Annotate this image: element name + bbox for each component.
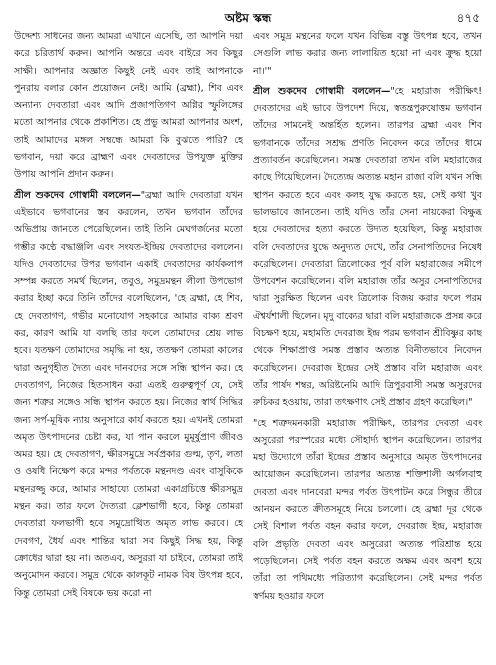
page-header	[14, 8, 482, 28]
paragraph-text: উদ্দেশ্য সাধনের জন্য আমরা এখানে এসেছি, তা আপনি দয়া করে চরিতার্থ করুন। আপনি অন্তরে এবং বাইরে সব কিছুর সাক্ষী। আপনার অজ্ঞাত কিছুই নেই এবং তাই আপনাকে পুনরায় বলার কোন প্রয়োজন নেই। আমি (ব্রহ্মা), শিব এবং অন্যান্য দেবতারা এবং আদি প্রজাপতিগণ অগ্নির স্ফুলিঙ্গের মতো আপনার থেকে প্রকাশিত। হে প্রভু আমরা আপনার অংশ, তাই আমাদের মঙ্গল সম্বন্ধে আমরা কি বুঝতে পারি? হে ভগবান, দয়া করে ব্রাহ্মণ এবং দেবতাদের উপযুক্ত মুক্তির উপায় আপনি প্রদান করুন।	[14, 31, 243, 181]
page-number: ৪৭৫	[456, 11, 480, 25]
speaker-attribution: শ্রীল শুকদেব গোস্বামী বললেন—	[253, 85, 391, 97]
paragraph	[14, 28, 243, 184]
paragraph	[253, 83, 482, 412]
paragraph-text: এবং সমুদ্র মন্থনের ফলে যখন বিভিন্ন বস্তু উৎপন্ন হবে, তখন সেগুলি লাভ করার জন্য লালায়িত হয়ো না এবং ক্রুদ্ধ হয়ো না।'"	[253, 31, 482, 77]
paragraph	[14, 187, 243, 602]
left-column	[14, 28, 243, 663]
text-columns	[14, 28, 482, 663]
right-column	[253, 28, 482, 663]
speaker-attribution: শ্রীল শুকদেব গোস্বামী বললেন—	[14, 189, 141, 201]
paragraph-text: "হে শত্রুদমনকারী মহারাজ পরীক্ষিৎ, তারপর দেবতা এবং অসুরেরা পরস্পরের মধ্যে সৌহার্দ্য স্থাপন করেছিলেন। তারপর মহা উদ্যোগে তাঁরা ইন্দ্রের প্রস্তাব অনুসারে অমৃত উৎপাদনের আয়োজন করেছিলেন। তারপর অত্যন্ত শক্তিশালী অর্গলবাহু দেবতা এবং দানবেরা মন্দর পর্বত উৎপাটন করে সিন্ধুর তীরে আনয়ন করতে ক্রীতসমূহে নিয়ে চললো। হে ব্রহ্মা দূর থেকে সেই বিশাল পর্বত বহন করার ফলে, দেবরাজ ইন্দ্র, মহারাজ বলি প্রভৃতি দেবতা এবং অসুরেরা অত্যন্ত পরিশ্রান্ত হয়ে পড়েছিলেন। সেই পর্বত বহন করতে অক্ষম এবং অবশ হয়ে তাঁরা তা পথিমধ্যে পরিত্যাগ করেছিলেন। সেই মন্দর পর্বত স্বর্ণময় হওয়ার ফলে	[253, 417, 482, 602]
chapter-title: অষ্টম স্কন্ধ	[224, 11, 272, 25]
paragraph-text: "হে মহারাজ পরীক্ষিৎ! দেবতাদের এই ভাবে উপদেশ দিয়ে, স্বতন্ত্রপুরুষোত্তম ভগবান তাঁদের সামনেই অন্তর্হিত হলেন। তারপর ব্রহ্মা এবং শিব ভগবানকে তাঁদের সশ্রদ্ধ প্রণতি নিবেদন করে তাঁদের ধামে প্রত্যাবর্তন করেছিলেন। সমস্ত দেবতারা তখন বলি মহারাজের কাছে গিয়েছিলেন। দৈত্যেন্দ্র অত্যন্ত মহান রাজা বলি যখন সন্ধি স্থাপন করতে হবে এবং কলহ যুদ্ধ করতে হয়, সেই কথা খুব ভালভাবে জানতেন। তাই যদিও তাঁর সেনা নায়কেরা বিক্ষুব্ধ হয়ে দেবতাদের হত্যা করতে উদ্যত হয়েছিল, কিন্তু মহারাজ বলি দেবতাদের যুদ্ধে অনুদ্যত দেখে, তাঁর সেনাপতিদের নিষেধ করেছিলেন। দেবতারা ত্রিলোকের পূর্ব বলি মহারাজের সমীপে উপবেশন করেছিলেন। বলি মহারাজ তাঁর অসুর সেনাপতিদের দ্বারা সুরক্ষিত ছিলেন এবং ত্রিলোক বিজয় করার ফলে পরম ঐশ্বর্যশালী ছিলেন। মৃদু বাক্যের দ্বারা বলি মহারাজকে প্রসন্ন করে বিচক্ষণ হয়ে, মহামতি দেবরাজ ইন্দ্র পরম ভগবান শ্রীবিষ্ণুর কাছ থেকে শিক্ষাপ্রাপ্ত সমস্ত প্রস্তাব অত্যন্ত বিনীতভাবে নিবেদন করেছিলেন। দেবরাজ ইন্দ্রের সেই প্রস্তাব বলি মহারাজ এবং তাঁর পার্ষদ শম্বর, অরিষ্টনেমি আদি ত্রিপুরবাসী সমস্ত অসুরদের রুচিকর হওয়ায়, তারা তৎক্ষণাৎ সেই প্রস্তাব গ্রহণ করেছিল।"	[253, 85, 482, 409]
paragraph-text: "ব্রহ্মা আদি দেবতারা যখন এইভাবে ভগবানের স্তব করলেন, তখন ভগবান তাঁদের অভিপ্রায় জানতে পেরেছিলেন। তাই তিনি মেঘগর্জনের মতো গম্ভীর কণ্ঠে বদ্ধাঞ্জলি এবং সংযত-ইন্দ্রিয় দেবতাদের বললেন। যদিও দেবতাদের উপর ভগবান একাই দেবতাদের কার্যকলাপ সম্পন্ন করতে সমর্থ ছিলেন, তবুও, সমুদ্রমন্থন লীলা উপভোগ করার ইচ্ছা করে তিনি তাঁদের বলেছিলেন, 'হে ব্রহ্মা, হে শিব, হে দেবতাগণ, গভীর মনোযোগ সহকারে আমার বাক্য শ্রবণ কর, কারণ আমি যা বলছি তার ফলে তোমাদের শ্রেয় লাভ হবে। যতক্ষণ তোমাদের সমৃদ্ধি না হয়, ততক্ষণ তোমরা কালের দ্বারা অনুগৃহীত দৈত্য এবং দানবদের সঙ্গে সন্ধি স্থাপন কর। হে দেবতাগণ, নিজের হিতসাধন করা এতই গুরুত্বপূর্ণ যে, সেই জন্য শত্রুর সঙ্গেও সন্ধি স্থাপন করতে হয়। নিজের স্বার্থ সিদ্ধির জন্য সর্প-মূষিক ন্যায় অনুসারে কার্য করতে হয়। এখনই তোমরা অমৃত উৎপাদনের চেষ্টা কর, যা পান করলে মুমূর্ষুপ্রাণ জীবও অমর হয়। হে দেবতাগণ, ক্ষীরসমুদ্রে সর্বপ্রকার গুল্ম, তৃণ, লতা ও ওষধি নিক্ষেপ করে মন্দর পর্বতকে মন্থনদণ্ড এবং বাসুকিকে মন্থনরজ্জু করে, আমার সাহায্যে তোমরা একাগ্রচিত্তে ক্ষীরসমুদ্র মন্থন কর। তার ফলে দৈত্যরা ক্লেশভাগী হবে, কিন্তু তোমরা দেবতারা ফলভাগী হবে সমুদ্রোত্থিত অমৃত লাভ করবে। হে দেবগণ, ধৈর্য এবং শান্তির দ্বারা সব কিছুই সিদ্ধ হয়, কিন্তু ক্রোধের দ্বারা হয় না। অতএব, অসুররা যা চাইবে, তোমরা তাই অনুমোদন করবে। সমুদ্র থেকে কালকূট নামক বিষ উৎপন্ন হবে, কিন্তু তোমরা সেই বিষকে ভয় করো না	[14, 189, 243, 599]
paragraph	[253, 415, 482, 605]
paragraph	[253, 28, 482, 80]
